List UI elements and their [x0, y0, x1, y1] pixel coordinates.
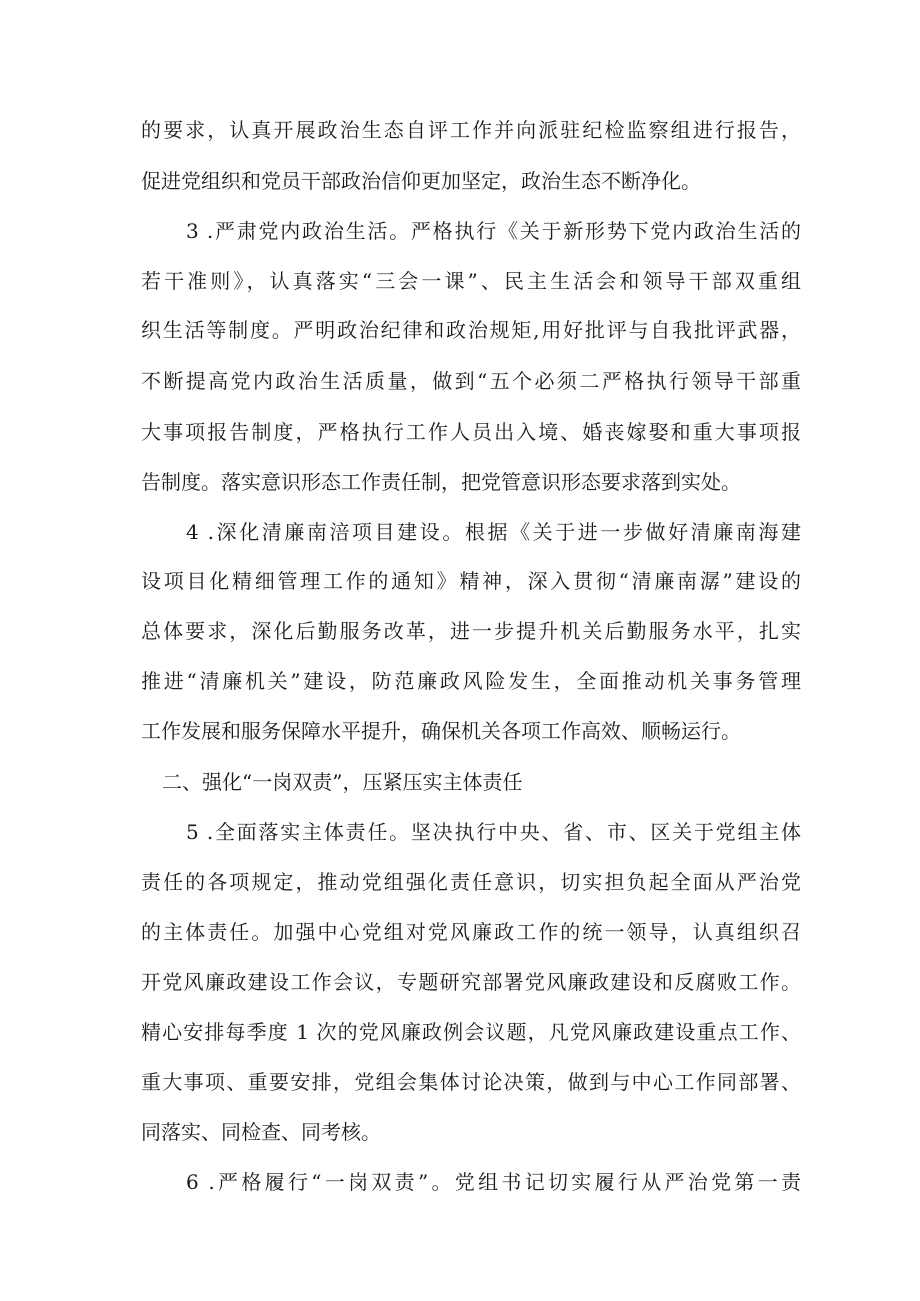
paragraph-line: 不断提高党内政治生活质量，做到“五个必须二严格执行领导干部重 — [141, 369, 801, 393]
paragraph-line: 织生活等制度。严明政治纪律和政治规矩,用好批评与自我批评武器， — [141, 318, 801, 342]
paragraph-line: 责任的各项规定，推动党组强化责任意识，切实担负起全面从严治党 — [141, 870, 801, 894]
paragraph-line: 推进“清廉机关”建设，防范廉政风险发生，全面推动机关事务管理 — [141, 669, 801, 693]
paragraph-line: 若干准则》，认真落实“三会一课”、民主生活会和领导干部双重组 — [141, 269, 801, 293]
paragraph-line: 设项目化精细管理工作的通知》精神，深入贯彻“清廉南潺”建设的 — [141, 569, 801, 593]
paragraph-line: 大事项报告制度，严格执行工作人员出入境、婚丧嫁娶和重大事项报 — [141, 420, 801, 444]
section-heading: 二、强化“一岗双责”，压紧压实主体责任 — [162, 770, 523, 794]
paragraph-line: 重大事项、重要安排，党组会集体讨论决策，做到与中心工作同部署、 — [141, 1070, 801, 1094]
paragraph-line: 的要求，认真开展政治生态自评工作并向派驻纪检监察组进行报告， — [141, 118, 801, 142]
paragraph-line: 的主体责任。加强中心党组对党风廉政工作的统一领导，认真组织召 — [141, 920, 801, 944]
paragraph-line: 5 .全面落实主体责任。坚决执行中央、省、市、区关于党组主体 — [186, 820, 801, 844]
paragraph-line: 4 .深化清廉南涪项目建设。根据《关于进一步做好清廉南海建 — [186, 520, 801, 544]
paragraph-line: 3 .严肃党内政治生活。严格执行《关于新形势下党内政治生活的 — [186, 219, 801, 243]
paragraph-line: 同落实、同检查、同考核。 — [141, 1120, 381, 1144]
paragraph-line: 告制度。落实意识形态工作责任制，把党管意识形态要求落到实处。 — [141, 470, 741, 494]
paragraph-line: 促进党组织和党员干部政治信仰更加坚定，政治生态不断净化。 — [141, 169, 701, 193]
paragraph-line: 工作发展和服务保障水平提升，确保机关各项工作高效、顺畅运行。 — [141, 719, 741, 743]
paragraph-line: 6 .严格履行“一岗双责”。党组书记切实履行从严治党第一责 — [186, 1170, 801, 1194]
paragraph-line: 精心安排每季度 1 次的党风廉政例会议题，凡党风廉政建设重点工作、 — [141, 1020, 801, 1044]
paragraph-line: 开党风廉政建设工作会议，专题研究部署党风廉政建设和反腐败工作。 — [141, 970, 801, 994]
paragraph-line: 总体要求，深化后勤服务改革，进一步提升机关后勤服务水平，扎实 — [141, 619, 801, 643]
